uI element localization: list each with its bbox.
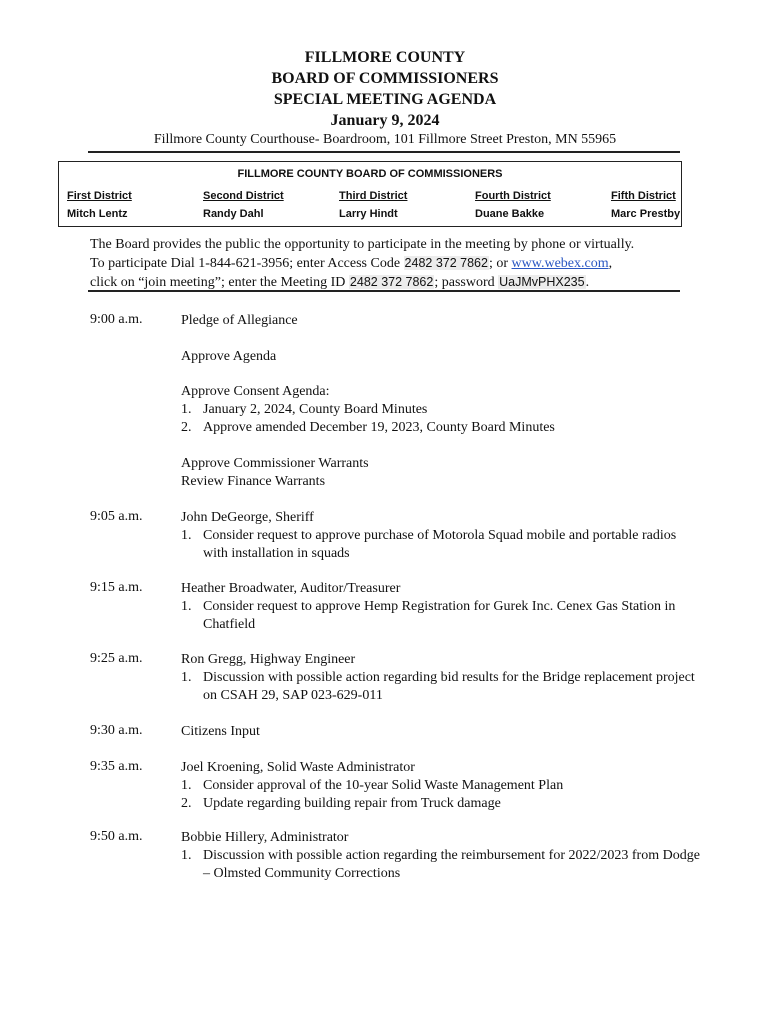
agenda-item-highway: Ron Gregg, Highway Engineer 1. Discussion with possible action regarding bid results for the Bridge replacement project on CSAH 29, SAP 023-629-011: [181, 651, 701, 705]
list-item: 1. January 2, 2024, County Board Minutes: [181, 402, 428, 417]
commissioner-name: Larry Hindt: [339, 208, 398, 220]
agenda-time: 9:15 a.m.: [90, 580, 143, 595]
list-item: 2. Update regarding building repair from Truck damage: [181, 796, 501, 811]
agenda-item-sheriff: John DeGeorge, Sheriff 1. Consider request to approve purchase of Motorola Squad mobile and portable radios with installation in squads: [181, 509, 701, 563]
commissioner-name: Marc Prestby: [611, 208, 681, 220]
list-item: 1. Discussion with possible action regarding bid results for the Bridge replacement project on CSAH 29, SAP 023-629-011: [181, 670, 695, 703]
meeting-address: Fillmore County Courthouse- Boardroom, 101 Fillmore Street Preston, MN 55965: [153, 132, 617, 147]
intro-line-3: click on “join meeting”; enter the Meeting ID 2482 372 7862; password UaJMvPHX235.: [90, 275, 590, 290]
list-item: 1. Consider approval of the 10-year Solid Waste Management Plan: [181, 778, 564, 793]
commissioners-box-title: FILLMORE COUNTY BOARD OF COMMISSIONERS: [237, 168, 503, 180]
agenda-item-waste: Joel Kroening, Solid Waste Administrator 1. Consider approval of the 10-year Solid Waste Management Plan 2. Update regarding building repair from Truck damage: [181, 759, 701, 813]
district-label: Second District: [203, 190, 284, 202]
intro-line-2: To participate Dial 1-844-621-3956; enter Access Code 2482 372 7862; or www.webex.com,: [90, 256, 613, 271]
agenda-item-citizens: Citizens Input: [181, 724, 260, 739]
district-label: Fifth District: [611, 190, 676, 202]
board-title: BOARD OF COMMISSIONERS: [271, 70, 499, 87]
list-item: 1. Consider request to approve purchase of Motorola Squad mobile and portable radios with installation in squads: [181, 528, 677, 561]
commissioner-name: Duane Bakke: [475, 208, 545, 220]
intro-line-1: The Board provides the public the opportunity to participate in the meeting by phone or virtually.: [90, 237, 635, 252]
access-code: 2482 372 7862: [404, 256, 488, 270]
agenda-item-consent: Approve Consent Agenda: 1. January 2, 2024, County Board Minutes 2. Approve amended December 19, 2023, County Board Minutes: [181, 383, 701, 437]
commissioner-name: Randy Dahl: [203, 208, 264, 220]
commissioners-box: [58, 161, 682, 227]
meeting-title: SPECIAL MEETING AGENDA: [273, 91, 497, 108]
intro-rule: [88, 290, 680, 292]
agenda-item-pledge: Pledge of Allegiance: [181, 313, 298, 328]
agenda-time: 9:00 a.m.: [90, 312, 143, 327]
agenda-time: 9:50 a.m.: [90, 829, 143, 844]
agenda-item-auditor: Heather Broadwater, Auditor/Treasurer 1. Consider request to approve Hemp Registration for Gurek Inc. Cenex Gas Station in Chatfield: [181, 580, 701, 634]
header-rule: [88, 151, 680, 153]
list-item: 1. Consider request to approve Hemp Registration for Gurek Inc. Cenex Gas Station in Chatfield: [181, 599, 676, 632]
agenda-time: 9:35 a.m.: [90, 759, 143, 774]
district-first: [67, 187, 132, 223]
agenda-item-warrants: Approve Commissioner Warrants Review Finance Warrants: [181, 456, 369, 489]
list-item: 1. Discussion with possible action regarding the reimbursement for 2022/2023 from Dodge – Olmsted Community Corrections: [181, 848, 700, 881]
district-label: Fourth District: [475, 190, 551, 202]
agenda-time: 9:30 a.m.: [90, 723, 143, 738]
agenda-item-admin: Bobbie Hillery, Administrator 1. Discussion with possible action regarding the reimbursement for 2022/2023 from Dodge – Olmsted Community Corrections: [181, 830, 700, 881]
agenda-item-approve-agenda: Approve Agenda: [181, 349, 277, 364]
county-title: FILLMORE COUNTY: [304, 49, 466, 66]
meeting-id: 2482 372 7862: [349, 275, 434, 289]
district-label: Third District: [339, 190, 408, 202]
agenda-time: 9:25 a.m.: [90, 651, 143, 666]
webex-link[interactable]: www.webex.com: [511, 256, 609, 271]
district-fourth: [475, 187, 551, 223]
list-item: 2. Approve amended December 19, 2023, County Board Minutes: [181, 420, 555, 435]
agenda-time: 9:05 a.m.: [90, 509, 143, 524]
district-label: First District: [67, 190, 132, 202]
district-fifth: [611, 187, 680, 223]
meeting-password: UaJMvPHX235: [499, 275, 585, 289]
participation-info: [90, 236, 690, 292]
commissioner-name: Mitch Lentz: [67, 208, 128, 220]
district-third: [339, 187, 407, 223]
district-second: [203, 187, 284, 223]
meeting-date: January 9, 2024: [330, 112, 440, 129]
